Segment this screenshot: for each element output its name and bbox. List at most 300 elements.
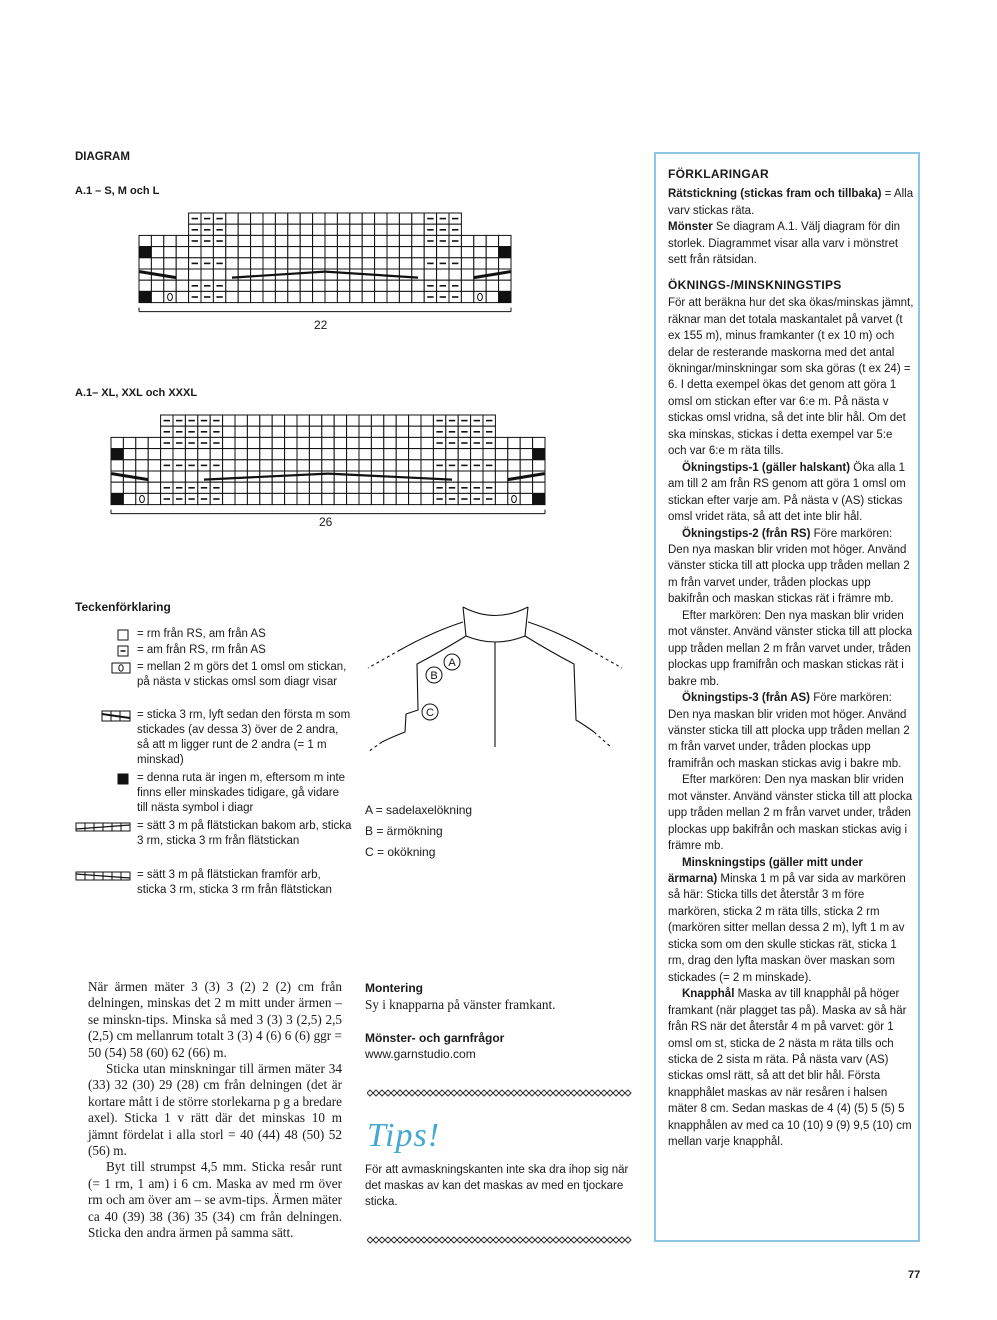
chart-cell — [334, 460, 346, 471]
chart-cell — [412, 258, 424, 269]
chart-cell — [337, 269, 349, 280]
chart-cell — [226, 291, 238, 302]
chart-cell — [362, 258, 374, 269]
chart-cell — [176, 258, 188, 269]
chart-cell — [275, 258, 287, 269]
chart-cell — [412, 224, 424, 235]
chart-cell — [201, 247, 213, 258]
chart-cell — [313, 291, 325, 302]
chart-cell — [399, 269, 411, 280]
explanations-content — [668, 166, 914, 1151]
chart-cell — [297, 482, 309, 493]
chart-cell — [275, 213, 287, 224]
chart-cell — [334, 449, 346, 460]
chart-cell — [123, 437, 135, 448]
chart-cell — [164, 235, 176, 246]
chart-cell — [238, 258, 250, 269]
chart-cell — [309, 426, 321, 437]
chart-cell — [471, 449, 483, 460]
chart-cell — [111, 437, 123, 448]
chart-cell — [495, 482, 507, 493]
chart-cell — [263, 235, 275, 246]
sidebar-paragraph: Efter markören: Den nya maskan blir vriden mot vänster. Använd vänster sticka till att plocka upp tråden mellan 2 m från varvet under, tråden plockas upp framifrån och maskan stickas rät i bakre mb. — [668, 609, 913, 688]
chart-cell — [337, 280, 349, 291]
chart-cell — [223, 449, 235, 460]
chart1-width-label: 22 — [314, 318, 328, 332]
chart-cell — [260, 493, 272, 504]
chart-cell — [533, 449, 545, 460]
chart-cell — [136, 460, 148, 471]
chart-cell — [226, 224, 238, 235]
chart-cell — [309, 437, 321, 448]
chart-cell — [399, 291, 411, 302]
chart-cell — [421, 426, 433, 437]
chart-cell — [396, 482, 408, 493]
chart-cell — [164, 280, 176, 291]
chart-cell — [486, 291, 498, 302]
chart-cell — [337, 258, 349, 269]
chart-cell — [384, 460, 396, 471]
sidebar-heading-explanations: FÖRKLARINGAR — [668, 167, 769, 181]
chart-cell — [359, 460, 371, 471]
chart-cell — [424, 269, 436, 280]
chart-cell — [362, 224, 374, 235]
legend-text: = rm från RS, am från AS — [137, 628, 266, 640]
chart-cell — [520, 493, 532, 504]
chart-cell — [508, 460, 520, 471]
chart-cell — [446, 449, 458, 460]
chart-cell — [136, 449, 148, 460]
chart-cell — [412, 247, 424, 258]
chart-cell — [176, 280, 188, 291]
marker-c-label: C — [426, 707, 434, 719]
chart-cell — [499, 247, 511, 258]
chart-cell — [409, 482, 421, 493]
chart-cell — [300, 280, 312, 291]
chart-cell — [337, 224, 349, 235]
sketch-note-c: C = okökning — [365, 845, 436, 859]
term-text: Maska av till knapphål på höger framkant (när plagget tas på). Maska av så här från RS när det återstår 4 m på varvet: gör 1 omsl om st, sticka de 2 nästa m räta tills och sticka de 2 sista m räta. På nästa varv (AS) stickas omsl rätt, så att det blir hål. Första knapphålet maskas av när resåren i halsen mäter 8 cm. Sedan maskas de 4 (4) (5) 5 (5) 5 knapphålen av med ca 10 (10) 9 (9) 9,5 (10) cm mellan varje knapphål. — [668, 988, 912, 1149]
chart-cell — [288, 247, 300, 258]
questions-heading: Mönster- och garnfrågor — [365, 1031, 505, 1045]
term: Knapphål — [682, 988, 735, 1001]
purl-symbol-icon — [100, 645, 132, 657]
chart-cell — [285, 482, 297, 493]
chart-cell — [499, 291, 511, 302]
term-text: Minska 1 m på var sida av markören så här: Sticka tills det återstår 3 m före markören, sticka 2 m räta tills, sticka 2 rm (markören sitter mellan dessa 2 m), lyft 1 m av sticka som om den skulle stickas rät, sticka 1 rm, drag den lyfta maskan över maskan som stickades (= 2 m minskade). — [668, 873, 906, 984]
marker-b — [426, 667, 442, 683]
chart-cell — [384, 449, 396, 460]
chart-cell — [238, 269, 250, 280]
chart-cell — [123, 493, 135, 504]
chart-cell — [350, 224, 362, 235]
chart-cell — [399, 235, 411, 246]
chart-cell — [449, 247, 461, 258]
chart-cell — [151, 280, 163, 291]
chart-cell — [272, 426, 284, 437]
chart-cell — [297, 449, 309, 460]
chart-cell — [251, 224, 263, 235]
chart-cell — [325, 280, 337, 291]
chart-cell — [347, 471, 359, 482]
chart-cell — [247, 449, 259, 460]
chart-cell — [347, 449, 359, 460]
wavy-divider-bottom — [367, 1235, 633, 1245]
chart-cell — [263, 258, 275, 269]
no-stitch-symbol-icon — [100, 773, 132, 785]
term-text: Före markören: Den nya maskan blir vriden mot höger. Använd vänster sticka till att plocka upp tråden mellan 2 m från varvet under, tråden plockas upp bakifrån och maskan stickas rät i främre mb. — [668, 527, 910, 606]
chart-cell — [251, 269, 263, 280]
chart-cell — [139, 280, 151, 291]
chart-cell — [139, 247, 151, 258]
body-paragraph: Sticka utan minskningar till ärmen mäter 34 (33) 32 (30) 29 (28) cm från delningen (det är kortare mått i de större storlekarna p g a bredare axel). Sticka 1 v rätt där det minskas 10 m jämnt fördelat i alla storl = 40 (44) 48 (50) 52 (56) m. — [88, 1061, 342, 1159]
chart-cell — [409, 426, 421, 437]
chart-cell — [520, 482, 532, 493]
chart-cell — [424, 247, 436, 258]
chart-cell — [247, 493, 259, 504]
chart-cell — [226, 247, 238, 258]
chart-cell — [210, 471, 222, 482]
chart-cell — [151, 291, 163, 302]
chart-cell — [176, 269, 188, 280]
chart-cell — [371, 482, 383, 493]
chart-cell — [260, 460, 272, 471]
chart-cell — [396, 437, 408, 448]
chart-cell — [161, 449, 173, 460]
chart-cell — [322, 449, 334, 460]
chart-cell — [409, 493, 421, 504]
legend-item-cable-front — [100, 868, 350, 916]
chart-cell — [151, 235, 163, 246]
chart-cell — [337, 247, 349, 258]
chart-cell — [223, 437, 235, 448]
sketch-note-a: A = sadelaxelökning — [365, 803, 473, 817]
chart-cell — [300, 258, 312, 269]
chart-cell — [387, 224, 399, 235]
chart-cell — [486, 247, 498, 258]
chart-cell — [446, 471, 458, 482]
chart-cell — [409, 437, 421, 448]
legend-item-knit — [100, 627, 350, 643]
chart-cell — [313, 224, 325, 235]
chart-cell — [161, 471, 173, 482]
knit-symbol-icon — [100, 629, 132, 641]
chart-cell — [325, 224, 337, 235]
chart-cell — [347, 460, 359, 471]
chart-cell — [461, 280, 473, 291]
chart-cell — [412, 280, 424, 291]
chart-cell — [371, 415, 383, 426]
chart-cell — [375, 280, 387, 291]
chart-cell — [235, 493, 247, 504]
chart-cell — [461, 258, 473, 269]
chart-cell — [247, 460, 259, 471]
chart-cell — [412, 291, 424, 302]
chart-cell — [288, 235, 300, 246]
chart-cell — [313, 235, 325, 246]
marker-a — [444, 654, 460, 670]
chart-cell — [238, 224, 250, 235]
chart-cell — [371, 426, 383, 437]
chart-cell — [263, 247, 275, 258]
chart-cell — [461, 291, 473, 302]
chart-cell — [396, 460, 408, 471]
chart-cell — [251, 291, 263, 302]
chart-cell — [275, 280, 287, 291]
chart-cell — [495, 460, 507, 471]
chart-cell — [260, 415, 272, 426]
chart-cell — [148, 471, 160, 482]
chart-cell — [285, 426, 297, 437]
chart-cell — [362, 235, 374, 246]
garment-sketch — [362, 602, 647, 802]
chart-cell — [325, 291, 337, 302]
chart-cell — [474, 280, 486, 291]
term-text: = Alla varv stickas räta. — [668, 188, 914, 217]
chart-cell — [384, 415, 396, 426]
chart-cell — [359, 437, 371, 448]
chart-cell — [263, 291, 275, 302]
chart-cell — [148, 493, 160, 504]
chart-cell — [111, 460, 123, 471]
chart-cell — [223, 426, 235, 437]
chart-cell — [297, 426, 309, 437]
chart-cell — [288, 258, 300, 269]
chart-cell — [213, 247, 225, 258]
chart-cell — [201, 269, 213, 280]
chart-cell — [387, 213, 399, 224]
chart-cell — [322, 471, 334, 482]
legend-title: Teckenförklaring — [75, 600, 171, 614]
chart-cell — [300, 247, 312, 258]
chart-cell — [297, 437, 309, 448]
chart1-title: A.1 – S, M och L — [75, 185, 160, 197]
chart-cell — [412, 269, 424, 280]
chart-cell — [300, 224, 312, 235]
chart-cell — [495, 493, 507, 504]
chart-cell — [285, 460, 297, 471]
chart-cell — [260, 482, 272, 493]
chart-cell — [322, 415, 334, 426]
chart-cell — [375, 235, 387, 246]
chart-cell — [136, 437, 148, 448]
chart-cell — [285, 437, 297, 448]
chart-cell — [533, 437, 545, 448]
chart-cell — [437, 269, 449, 280]
chart-cell — [297, 460, 309, 471]
chart-cell — [322, 493, 334, 504]
chart-cell — [421, 471, 433, 482]
chart-cell — [433, 471, 445, 482]
chart-cell — [384, 493, 396, 504]
chart-cell — [384, 437, 396, 448]
chart-cell — [359, 415, 371, 426]
chart-cell — [347, 426, 359, 437]
chart-cell — [189, 247, 201, 258]
chart-cell — [322, 437, 334, 448]
chart-cell — [285, 493, 297, 504]
term: Minskningstips (gäller mitt under ärmarna) — [668, 856, 863, 886]
chart-cell — [387, 235, 399, 246]
chart-cell — [288, 291, 300, 302]
legend-item-cable-back — [100, 819, 350, 867]
chart-cell — [350, 258, 362, 269]
chart-cell — [533, 460, 545, 471]
chart-cell — [238, 235, 250, 246]
chart-cell — [409, 460, 421, 471]
legend-text: = sätt 3 m på flätstickan bakom arb, sticka 3 rm, sticka 3 rm från flätstickan — [137, 820, 352, 847]
chart-cell — [533, 482, 545, 493]
chart-cell — [313, 247, 325, 258]
chart-cell — [461, 235, 473, 246]
legend-item-purl — [100, 643, 350, 659]
chart-cell — [396, 415, 408, 426]
term: Ökningstips-3 (från AS) — [682, 692, 810, 705]
chart-cell — [387, 269, 399, 280]
chart-cell — [334, 426, 346, 437]
chart-cell — [375, 224, 387, 235]
chart-cell — [371, 437, 383, 448]
chart-cell — [362, 280, 374, 291]
chart-cell — [300, 269, 312, 280]
chart2-title: A.1– XL, XXL och XXXL — [75, 387, 198, 399]
chart-cell — [226, 213, 238, 224]
chart-cell — [387, 247, 399, 258]
chart-cell — [164, 247, 176, 258]
legend-item-no-stitch — [100, 771, 350, 819]
term-text: Före markören: Den nya maskan blir vriden mot höger. Använd vänster sticka till att plocka upp tråden mellan 2 m från varvet under, tråden plockas upp framifrån och maskan stickas avig i bakre mb. — [668, 692, 910, 770]
chart-cell — [297, 493, 309, 504]
chart-cell — [399, 224, 411, 235]
chart-cell — [275, 224, 287, 235]
chart-cell — [148, 460, 160, 471]
chart-cell — [251, 235, 263, 246]
sleeve-instructions — [88, 979, 342, 1242]
chart-cell — [288, 213, 300, 224]
chart-cell — [164, 258, 176, 269]
chart-cell — [533, 493, 545, 504]
chart-cell — [275, 247, 287, 258]
chart-cell — [483, 449, 495, 460]
chart-cell — [151, 258, 163, 269]
legend-text: = sätt 3 m på flätstickan framför arb, sticka 3 rm, sticka 3 rm från flätstickan — [137, 869, 332, 896]
chart-cell — [322, 460, 334, 471]
chart-cell — [499, 280, 511, 291]
wavy-divider-top — [367, 1088, 633, 1098]
chart-cell — [238, 213, 250, 224]
sidebar-paragraph — [668, 526, 914, 608]
chart-cell — [235, 426, 247, 437]
chart-cell — [111, 449, 123, 460]
chart-cell — [399, 213, 411, 224]
legend-item-decrease — [100, 708, 350, 770]
chart-cell — [123, 460, 135, 471]
chart-cell — [272, 449, 284, 460]
chart-cell — [350, 213, 362, 224]
chart-cell — [151, 247, 163, 258]
chart-cell — [226, 280, 238, 291]
chart-cell — [371, 460, 383, 471]
chart-cell — [409, 449, 421, 460]
legend-text: = mellan 2 m görs det 1 omsl om stickan, på nästa v stickas omsl som diagr visar — [137, 661, 347, 688]
chart-cell — [359, 482, 371, 493]
legend-text: = denna ruta är ingen m, eftersom m inte finns eller minskades tidigare, gå vidare till nästa symbol i diagr — [137, 772, 346, 814]
chart-cell — [272, 482, 284, 493]
marker-c — [422, 704, 438, 720]
chart-cell — [322, 426, 334, 437]
chart-cell — [347, 493, 359, 504]
chart-cell — [238, 247, 250, 258]
chart-cell — [375, 213, 387, 224]
chart-cell — [396, 426, 408, 437]
garnstudio-link[interactable]: www.garnstudio.com — [365, 1047, 476, 1061]
chart-cell — [486, 235, 498, 246]
term-text: Se diagram A.1. Välj diagram för din storlek. Diagrammet visar alla varv i mönstret sett från rätsidan. — [668, 221, 901, 267]
chart-cell — [309, 415, 321, 426]
legend-text: = am från RS, rm från AS — [137, 644, 266, 656]
chart-cell — [226, 258, 238, 269]
chart-cell — [247, 482, 259, 493]
chart-cell — [495, 449, 507, 460]
chart-cell — [350, 291, 362, 302]
chart-cell — [350, 235, 362, 246]
sidebar-paragraph — [668, 855, 914, 987]
chart-cell — [226, 235, 238, 246]
chart-cell — [334, 437, 346, 448]
term: Ökningstips-2 (från RS) — [682, 527, 811, 540]
chart2-width-label: 26 — [319, 515, 333, 529]
chart-cell — [458, 449, 470, 460]
chart-cell — [474, 235, 486, 246]
chart-cell — [325, 213, 337, 224]
chart-cell — [148, 437, 160, 448]
legend-item-yarnover — [100, 660, 350, 708]
chart-cell — [495, 437, 507, 448]
chart-cell — [300, 291, 312, 302]
tips-text: För att avmaskningskanten inte ska dra ihop sig när det maskas av kan det maskas av med en tjockare sticka. — [365, 1164, 629, 1208]
chart-cell — [325, 235, 337, 246]
chart-cell — [337, 213, 349, 224]
chart-cell — [263, 213, 275, 224]
chart-cell — [350, 247, 362, 258]
chart-cell — [433, 449, 445, 460]
chart-cell — [176, 235, 188, 246]
chart-cell — [272, 460, 284, 471]
chart-cell — [421, 460, 433, 471]
chart-cell — [238, 280, 250, 291]
chart-cell — [508, 437, 520, 448]
chart-cell — [359, 493, 371, 504]
chart-cell — [334, 415, 346, 426]
body-paragraph: Byt till strumpst 4,5 mm. Sticka resår runt (= 1 rm, 1 am) i 6 cm. Maska av med rm över rm och am över am – se avm-tips. Ärmen mäter ca 40 (39) 38 (36) 35 (34) cm från delningen. Sticka den andra ärmen på samma sätt. — [88, 1159, 342, 1241]
sidebar-paragraph: Efter markören: Den nya maskan blir vriden mot vänster. Använd vänster sticka till att plocka upp tråden mellan 2 m från varvet under, tråden plockas upp bakifrån och maskan stickas avig i främre mb. — [668, 774, 913, 853]
sidebar-paragraph — [668, 690, 914, 772]
chart-cell — [483, 471, 495, 482]
chart-cell — [347, 415, 359, 426]
chart1-diagram — [130, 205, 520, 325]
chart-cell — [297, 471, 309, 482]
chart-cell — [260, 426, 272, 437]
chart-cell — [371, 449, 383, 460]
chart-cell — [176, 247, 188, 258]
chart-cell — [223, 460, 235, 471]
sidebar-heading-tips: ÖKNINGS-/MINSKNINGSTIPS — [668, 277, 842, 292]
tips-title: Tips! — [367, 1117, 441, 1154]
chart-cell — [461, 247, 473, 258]
chart-cell — [235, 437, 247, 448]
chart-cell — [251, 213, 263, 224]
marker-a-label: A — [448, 657, 456, 669]
